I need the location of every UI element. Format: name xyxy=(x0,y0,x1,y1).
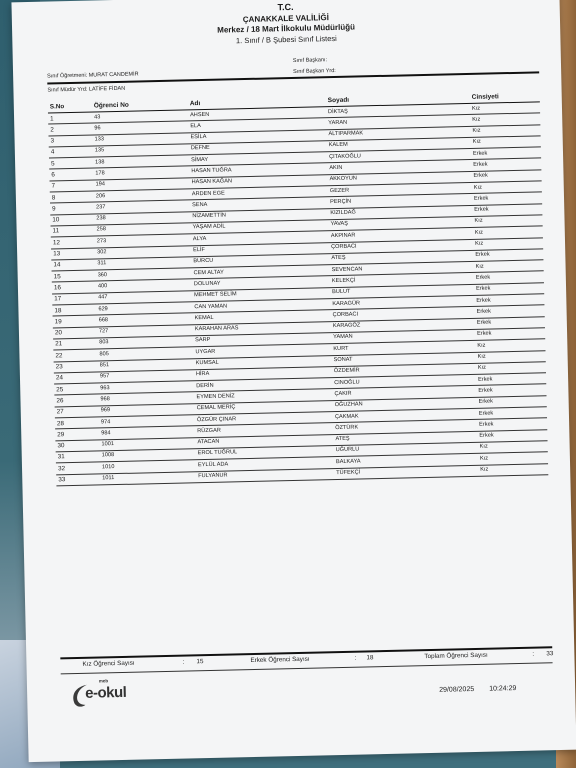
row-sno: 27 xyxy=(56,408,64,416)
row-last-name: ÖZTÜRK xyxy=(335,424,359,431)
row-sno: 14 xyxy=(53,261,61,269)
row-sno: 11 xyxy=(52,227,60,235)
row-gender: Erkek xyxy=(478,376,493,383)
girls-colon: : xyxy=(182,658,185,666)
row-last-name: SONAT xyxy=(333,356,353,364)
row-gender: Erkek xyxy=(476,285,491,293)
row-last-name: KARAGÖZ xyxy=(332,322,361,330)
row-gender: Kız xyxy=(472,127,481,134)
row-last-name: ÖZDEMİR xyxy=(333,367,360,375)
row-student-no: 302 xyxy=(97,249,107,256)
row-first-name: ELA xyxy=(190,122,201,130)
row-gender: Kız xyxy=(474,240,484,247)
student-table xyxy=(48,83,549,486)
row-last-name: ALTIPARMAK xyxy=(328,130,364,138)
row-student-no: 43 xyxy=(94,113,101,120)
row-student-no: 447 xyxy=(98,294,108,301)
row-gender: Kız xyxy=(472,139,481,146)
row-last-name: ÇORBACI xyxy=(331,243,357,251)
boys-colon: : xyxy=(354,654,357,662)
row-gender: Erkek xyxy=(475,251,490,259)
row-sno: 24 xyxy=(55,374,64,382)
header-tc: T.C. xyxy=(277,1,294,13)
row-last-name: KARAGÜR xyxy=(332,300,361,307)
class-teacher: Sınıf Öğretmeni: MURAT CANDEMİR xyxy=(47,71,139,80)
row-sno: 32 xyxy=(57,464,66,473)
row-student-no: 1001 xyxy=(101,441,115,448)
row-student-no: 974 xyxy=(100,418,111,425)
row-gender: Kız xyxy=(471,105,481,112)
row-gender: Erkek xyxy=(472,150,488,157)
row-first-name: NİZAMETTİN xyxy=(192,212,226,220)
row-first-name: CEMAL MERİÇ xyxy=(196,404,236,412)
row-gender: Erkek xyxy=(476,297,491,304)
row-first-name: ATACAN xyxy=(197,438,220,446)
row-first-name: AHSEN xyxy=(189,111,210,118)
row-sno: 10 xyxy=(52,216,60,224)
table-body xyxy=(48,102,548,486)
row-sno: 29 xyxy=(57,431,65,439)
col-student-no: Öğrenci No xyxy=(93,101,129,110)
row-sno: 2 xyxy=(50,126,54,134)
row-sno: 8 xyxy=(51,193,56,202)
row-sno: 15 xyxy=(53,272,61,281)
girls-count: 15 xyxy=(196,658,204,666)
print-time: 10:24:29 xyxy=(489,685,517,693)
row-student-no: 138 xyxy=(95,158,105,166)
class-list-paper xyxy=(11,0,576,762)
row-gender: Kız xyxy=(479,444,488,451)
row-last-name: PERÇİN xyxy=(329,198,352,206)
row-last-name: BALKAYA xyxy=(335,458,361,465)
row-gender: Erkek xyxy=(473,161,488,168)
logo-text: e-okul xyxy=(84,683,127,702)
row-student-no: 1011 xyxy=(102,475,115,482)
row-first-name: HİRA xyxy=(195,371,210,378)
row-first-name: ALYA xyxy=(192,235,207,243)
row-sno: 33 xyxy=(58,476,66,484)
boys-count-label: Erkek Öğrenci Sayısı xyxy=(250,655,310,665)
row-last-name: YARAN xyxy=(328,119,348,126)
row-gender: Erkek xyxy=(478,410,494,417)
row-gender: Kız xyxy=(474,229,483,236)
row-last-name: UĞURLU xyxy=(335,446,360,454)
row-first-name: EYMEN DENİZ xyxy=(196,393,235,401)
row-sno: 18 xyxy=(54,306,62,314)
row-sno: 1 xyxy=(50,114,54,122)
row-student-no: 805 xyxy=(99,350,109,358)
row-sno: 17 xyxy=(54,295,62,303)
row-sno: 23 xyxy=(55,363,63,371)
row-first-name: EYLÜL ADA xyxy=(197,461,229,468)
row-student-no: 963 xyxy=(100,384,110,392)
row-student-no: 968 xyxy=(100,396,110,403)
row-student-no: 178 xyxy=(95,170,105,177)
row-sno: 9 xyxy=(52,205,56,213)
row-gender: Kız xyxy=(472,116,481,123)
header-governorship: ÇANAKKALE VALİLİĞİ xyxy=(242,13,330,25)
total-count-label: Toplam Öğrenci Sayısı xyxy=(424,651,488,661)
row-sno: 30 xyxy=(57,442,65,450)
row-student-no: 360 xyxy=(97,271,108,279)
row-gender: Erkek xyxy=(478,398,494,406)
row-student-no: 135 xyxy=(94,147,105,154)
row-first-name: ÖZGÜR ÇINAR xyxy=(196,415,237,423)
row-sno: 3 xyxy=(50,137,55,145)
row-gender: Erkek xyxy=(479,421,494,428)
boys-count: 18 xyxy=(366,654,374,662)
row-gender: Kız xyxy=(473,184,482,191)
row-student-no: 1008 xyxy=(101,452,115,459)
row-first-name: CAN YAMAN xyxy=(194,303,228,310)
row-gender: Erkek xyxy=(473,172,488,180)
row-student-no: 133 xyxy=(94,136,104,143)
row-gender: Erkek xyxy=(478,387,493,394)
row-gender: Erkek xyxy=(476,308,491,315)
row-sno: 12 xyxy=(52,239,61,247)
row-sno: 22 xyxy=(55,351,63,360)
row-first-name: ESİLA xyxy=(190,134,207,141)
row-student-no: 1010 xyxy=(101,463,115,471)
row-gender: Kız xyxy=(479,455,489,462)
row-student-no: 194 xyxy=(95,181,106,188)
row-first-name: SARP xyxy=(195,337,211,344)
row-last-name: KELEKÇİ xyxy=(331,277,356,285)
row-first-name: RÜZGAR xyxy=(197,427,221,435)
row-last-name: AKKOYUN xyxy=(329,175,357,183)
row-last-name: ATEŞ xyxy=(331,255,346,262)
e-okul-logo xyxy=(69,679,160,711)
row-last-name: AKPINAR xyxy=(330,232,356,239)
row-first-name: UYGAR xyxy=(195,348,216,355)
row-sno: 4 xyxy=(50,148,55,156)
col-sno: S.No xyxy=(49,103,65,111)
row-last-name: CINOĞLU xyxy=(334,379,360,386)
total-count: 33 xyxy=(546,650,554,658)
row-first-name: YAŞAM ADİL xyxy=(192,223,226,231)
row-sno: 5 xyxy=(51,160,55,168)
row-gender: Erkek xyxy=(473,195,489,202)
row-first-name: MEHMET SELİM xyxy=(194,291,237,299)
row-first-name: BURCU xyxy=(193,258,214,265)
row-first-name: SİMAY xyxy=(191,156,209,163)
logo-meb-text: meb xyxy=(98,678,109,684)
row-last-name: GEZER xyxy=(329,187,350,194)
row-last-name: KURT xyxy=(333,345,349,352)
row-student-no: 629 xyxy=(98,305,108,312)
row-last-name: KALEM xyxy=(328,142,348,149)
row-sno: 16 xyxy=(53,284,62,292)
col-first-name: Adı xyxy=(189,100,201,108)
row-first-name: ELİF xyxy=(193,247,206,254)
row-gender: Kız xyxy=(475,263,484,270)
row-student-no: 258 xyxy=(96,226,107,233)
row-first-name: KEMAL xyxy=(194,314,214,322)
row-last-name: OĞUZHAN xyxy=(334,401,363,409)
row-student-no: 311 xyxy=(97,260,107,267)
row-student-no: 96 xyxy=(94,125,101,132)
row-student-no: 400 xyxy=(97,283,108,290)
row-student-no: 273 xyxy=(96,237,107,245)
row-last-name: DİKTAŞ xyxy=(327,108,348,115)
row-student-no: 237 xyxy=(96,204,106,211)
row-last-name: SEVENCAN xyxy=(331,266,363,273)
row-first-name: DOLUNAY xyxy=(193,280,221,288)
row-last-name: KIZILDAĞ xyxy=(330,209,356,217)
row-first-name: EROL TUĞRUL xyxy=(197,449,238,457)
class-vice-president-label: Sınıf Başkan Yrd: xyxy=(293,67,336,75)
row-first-name: CEM ALTAY xyxy=(193,269,224,276)
row-last-name: YAVAŞ xyxy=(330,221,349,228)
total-colon: : xyxy=(532,650,535,658)
row-gender: Erkek xyxy=(476,319,492,326)
row-sno: 25 xyxy=(56,385,64,394)
row-sno: 19 xyxy=(54,318,62,326)
row-first-name: FULYANUR xyxy=(198,472,228,480)
row-gender: Erkek xyxy=(474,206,489,214)
row-last-name: BULUT xyxy=(332,288,351,296)
row-gender: Erkek xyxy=(475,274,491,281)
row-gender: Kız xyxy=(474,218,483,225)
row-last-name: ÇAKMAK xyxy=(334,413,359,420)
row-last-name: TÜFEKÇİ xyxy=(336,469,361,477)
row-gender: Kız xyxy=(480,466,489,473)
row-sno: 26 xyxy=(56,397,64,405)
row-first-name: DERİN xyxy=(196,382,214,389)
row-gender: Kız xyxy=(477,353,486,360)
row-last-name: YAMAN xyxy=(333,334,353,341)
row-first-name: SENA xyxy=(192,201,208,209)
col-last-name: Soyadı xyxy=(327,96,350,105)
row-last-name: ÇORBACI xyxy=(332,311,359,318)
girls-count-label: Kız Öğrenci Sayısı xyxy=(82,659,135,668)
row-last-name: AKIN xyxy=(329,164,343,172)
row-first-name: HASAN TUĞRA xyxy=(191,167,232,175)
row-last-name: ÇAKIR xyxy=(334,390,352,398)
row-student-no: 984 xyxy=(101,429,111,437)
row-student-no: 206 xyxy=(95,192,106,200)
row-sno: 13 xyxy=(53,250,61,258)
row-student-no: 727 xyxy=(98,328,109,335)
row-sno: 20 xyxy=(54,329,63,337)
row-gender: Erkek xyxy=(477,330,492,338)
row-sno: 31 xyxy=(57,453,65,461)
row-student-no: 851 xyxy=(99,362,110,369)
assistant-manager: Sınıf Müdür Yrd: LATİFE FİDAN xyxy=(47,85,126,94)
row-gender: Kız xyxy=(477,342,486,349)
col-gender: Cinsiyeti xyxy=(471,93,499,101)
row-first-name: HASAN KAĞAN xyxy=(191,178,233,186)
print-date: 29/08/2025 xyxy=(439,685,475,694)
row-sno: 7 xyxy=(51,182,56,190)
row-student-no: 957 xyxy=(99,373,110,380)
row-last-name: ÇITAKOĞLU xyxy=(328,153,362,160)
row-gender: Erkek xyxy=(479,432,494,439)
header-class: 1. Sınıf / B Şubesi Sınıf Listesi xyxy=(235,33,337,46)
class-president-label: Sınıf Başkanı: xyxy=(292,57,328,64)
row-sno: 21 xyxy=(55,340,63,348)
row-student-no: 668 xyxy=(98,317,109,324)
row-sno: 6 xyxy=(51,171,55,179)
row-sno: 28 xyxy=(56,419,65,427)
row-gender: Kız xyxy=(477,364,487,372)
row-student-no: 969 xyxy=(100,407,111,414)
row-student-no: 803 xyxy=(99,339,109,346)
row-first-name: ARDEN EGE xyxy=(191,190,225,197)
row-first-name: DEFNE xyxy=(190,145,210,152)
header-school: Merkez / 18 Mart İlkokulu Müdürlüğü xyxy=(217,22,356,35)
row-first-name: KUMSAL xyxy=(195,359,219,367)
row-student-no: 238 xyxy=(96,215,106,222)
row-last-name: ATEŞ xyxy=(335,435,350,443)
row-first-name: KARAHAN ARAS xyxy=(194,325,239,333)
